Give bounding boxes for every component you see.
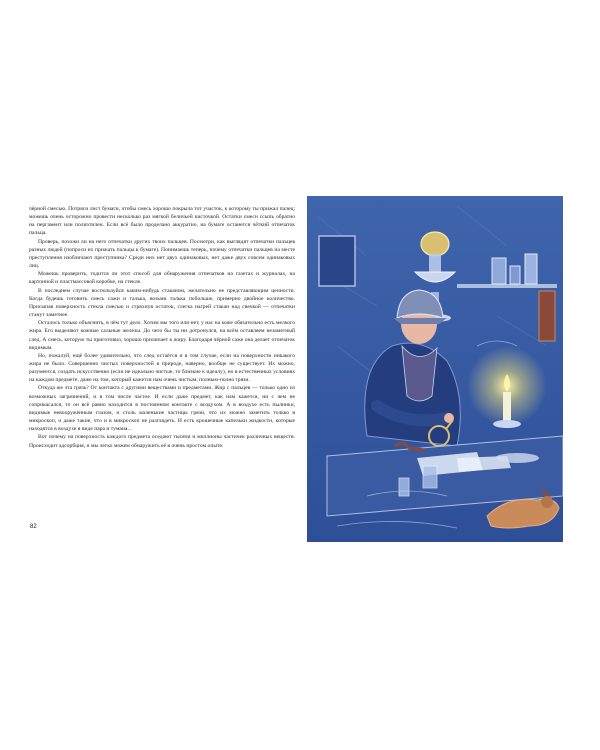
paragraph: Откуда же эта грязь? От контакта с другими веществами и предметами. Жир с пальцев — только одно из возможных загрязнений, и в том числе частое. И если даже предмет, как нам кажется, ни с чем не соприкасался, то он всё равно находится в постоянном контакте с воздухом. А в воздухе есть пылинки, видимые невооружённым глазом, и столь маленькие частицы грязи, что их можно заметить только в микроскоп, и даже такие, что и в микроскоп не разглядеть. И есть крошечные капельки жидкости, которые находятся в воздухе в виде пара и тумана... [29, 385, 295, 433]
paragraph: Но, пожалуй, ещё более удивительно, что след остаётся и в том случае, если на поверхности никакого жира не было. Совершенно чистых поверхностей в природе, наверно, вообще не существует. Их можно, разумеется, создать искусственно (если не идеально чистые, то близкие к идеалу), но в естественных условиях на каждом предмете, даже на том, который кажется нам очень чистым, полным-полно грязи. [29, 352, 295, 384]
illustration-detective [307, 196, 563, 542]
paragraph: Можешь проверить, годится ли этот способ для обнаружения отпечатков на газетах и журналах, на картонной и пластмассовой коробке, на стекле. [29, 271, 295, 286]
glass-icon [423, 466, 437, 488]
illustration-art [307, 196, 563, 542]
paragraph: Осталось только объяснить, в чём тут дело. Хотим мы того или нет, у нас на коже обязательно есть мелкого жира. Его выделяют кожные сальные железы. До чего бы ты ни дотронулся, на всём оставляем незаметный след. А смесь, которую ты приготовил, хорошо прилипает к жиру. Благодаря чёрной саже она делает отпечаток видимым. [29, 320, 295, 351]
page-number: 82 [30, 524, 37, 530]
book-icon [539, 291, 555, 341]
text-page [29, 205, 295, 545]
paragraph: В последнем случае воспользуйся каким-нибудь стаканом, желательно не представляющим ценности. Когда будешь готовить смесь сажи и талька, возьми талька побольше, примерно двойное количество. Присыпав поверхность стекла смесью и стряхнув остаток, слегка нагрей стакан над свечкой — отпечатки станут заметнее. [29, 287, 295, 319]
paragraph: Вот почему на поверхность каждого предмета оседают тысячи и миллионы частичек различных веществ. Происходит адсорбция, и мы легко можем обнаружить её в очень простом опыте. [29, 434, 295, 449]
wall-frame [319, 236, 355, 286]
paragraph: чёрной смесью. Потряси лист бумаги, чтобы смесь хорошо покрыла тот участок, к которому ты прижал палец; можешь очень осторожно провести несколько раз мягкой беличьей кисточкой. Остатки смеси ссыпь обратно на пергамент или полиэтилен. Если всё было проделано аккуратно, на бумаге останется чёткий отпечаток пальца. [29, 206, 295, 237]
paragraph: Проверь, похожи ли на него отпечатки других твоих пальцев. Посмотри, как выглядят отпечатки пальцев разных людей (попроси их прижать пальцы к бумаге). Понимаешь теперь, почему отпечатки пальцев на месте преступления изобличают преступника? Среди них нет двух одинаковых, нет даже двух совсем одинаковых лиц. [29, 238, 295, 270]
